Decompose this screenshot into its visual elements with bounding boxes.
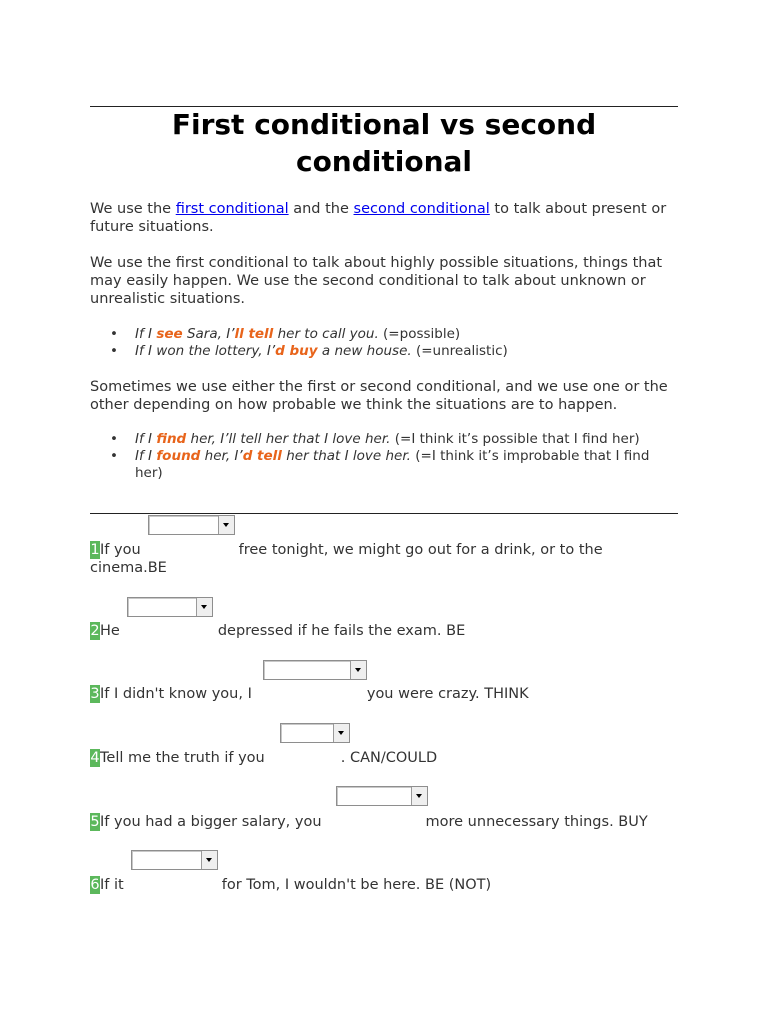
example-text: Sara, I’ (182, 326, 235, 342)
highlight-verb: ll tell (234, 326, 274, 342)
question-text-after: you were crazy. THINK (366, 686, 529, 702)
answer-select-4[interactable] (280, 723, 350, 743)
example-note: (=possible) (378, 326, 461, 342)
intro-paragraph-3: Sometimes we use either the first or second conditional, and we use one or the other depending on how probable we think the situations are to happen. (90, 379, 668, 413)
example-item (90, 431, 678, 448)
example-note: (=I think it’s possible that I find her) (390, 431, 640, 447)
intro-text: and the (288, 201, 354, 217)
intro-paragraph-2: We use the first conditional to talk about highly possible situations, things that may easily happen. We use the second conditional to talk about unknown or unrealistic situations. (90, 255, 663, 307)
example-text: If I (135, 326, 157, 342)
chevron-down-icon (411, 787, 427, 805)
question-4 (90, 749, 690, 767)
chevron-down-icon (350, 661, 366, 679)
intro-text: We use the (90, 201, 176, 217)
page-title: First conditional vs second conditional (171, 108, 597, 178)
intro-text: to talk about present or future situations. (90, 201, 667, 235)
second-conditional-link[interactable]: second conditional (353, 201, 490, 217)
highlight-verb: d tell (242, 448, 282, 464)
example-note: (=unrealistic) (411, 343, 508, 359)
example-text: her that I love her. (281, 448, 411, 464)
chevron-down-icon (218, 516, 234, 534)
exercise-divider (90, 513, 678, 514)
question-number: 5 (90, 814, 100, 830)
question-number: 1 (90, 542, 100, 558)
example-list-1 (90, 326, 678, 360)
question-text-before: Tell me the truth if you (100, 750, 265, 766)
question-text-after: depressed if he fails the exam. BE (217, 623, 466, 639)
answer-select-5[interactable] (336, 786, 428, 806)
example-text: her, I’ll tell her that I love her. (186, 431, 391, 447)
example-text: a new house. (317, 343, 412, 359)
chevron-down-icon (201, 851, 217, 869)
highlight-verb: find (156, 431, 187, 447)
highlight-verb: found (156, 448, 201, 464)
question-text-before: If I didn't know you, I (100, 686, 252, 702)
chevron-down-icon (333, 724, 349, 742)
highlight-verb: d buy (275, 343, 318, 359)
example-text: If I won the lottery, I’ (135, 343, 276, 359)
question-text-after: for Tom, I wouldn't be here. BE (NOT) (221, 877, 492, 893)
question-text-before: If you had a bigger salary, you (100, 814, 322, 830)
question-1 (90, 541, 678, 577)
question-text-before: If you (100, 542, 141, 558)
question-2 (90, 622, 690, 640)
question-text-after: more unnecessary things. BUY (425, 814, 648, 830)
example-item (90, 343, 678, 360)
answer-select-1[interactable] (148, 515, 235, 535)
first-conditional-link[interactable]: first conditional (175, 201, 289, 217)
question-text-after: . CAN/COULD (340, 750, 438, 766)
question-number: 6 (90, 877, 100, 893)
example-text: her, I’ (200, 448, 243, 464)
highlight-verb: see (156, 326, 183, 342)
example-item (90, 448, 678, 482)
example-note: (=I think it’s improbable that I find her) (135, 448, 650, 481)
example-list-2 (90, 431, 678, 482)
question-3 (90, 685, 690, 703)
example-item (90, 326, 678, 343)
example-text: If I (135, 448, 157, 464)
intro-paragraph-1 (90, 200, 678, 236)
chevron-down-icon (196, 598, 212, 616)
question-number: 3 (90, 686, 100, 702)
answer-select-2[interactable] (127, 597, 213, 617)
question-6 (90, 876, 690, 894)
example-text: If I (135, 431, 157, 447)
example-text: her to call you. (273, 326, 379, 342)
question-text-before: He (100, 623, 120, 639)
question-5 (90, 813, 690, 831)
question-number: 2 (90, 623, 100, 639)
answer-select-6[interactable] (131, 850, 218, 870)
answer-select-3[interactable] (263, 660, 367, 680)
question-text-after: free tonight, we might go out for a drink, or to the cinema.BE (90, 542, 603, 576)
question-text-before: If it (100, 877, 124, 893)
question-number: 4 (90, 750, 100, 766)
